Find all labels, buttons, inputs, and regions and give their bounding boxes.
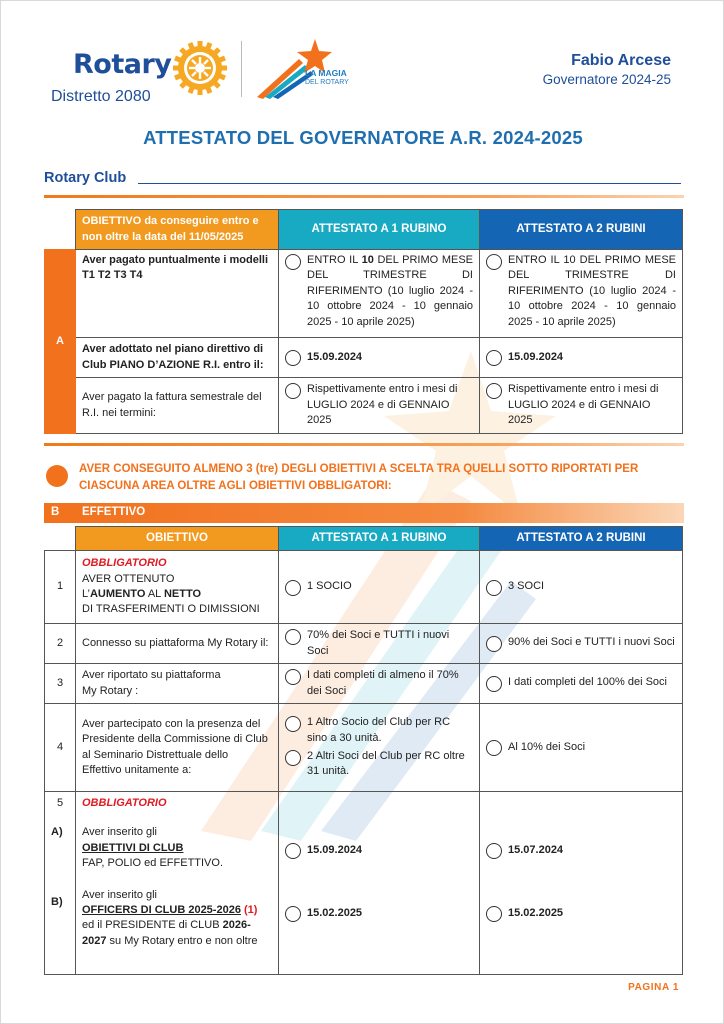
- header-objective: OBIETTIVO da conseguire entro e non oltre la data del 11/05/2025: [76, 210, 279, 250]
- objective-line: Aver riportato su piattaforma: [82, 669, 221, 682]
- section-a-table: [44, 209, 683, 434]
- row-number: 1: [45, 551, 76, 624]
- radio-circle-icon[interactable]: [486, 580, 502, 596]
- option-text: DEL PRIMO MESE DEL TRIMESTRE DI RIFERIMENTO (10 luglio 2024 - 10 ottobre 2024 - 10 gennaio 2025 - 10 aprile 2025): [307, 254, 473, 328]
- table-corner: [45, 210, 76, 250]
- objective-line: L’AUMENTO AL NETTO: [82, 588, 202, 600]
- objective-cell: Aver adottato nel piano direttivo di Club PIANO D’AZIONE R.I. entro il:: [76, 338, 279, 378]
- option-text: Al 10% dei Soci: [508, 740, 586, 753]
- option-text: 1 SOCIO: [307, 580, 352, 593]
- radio-circle-icon[interactable]: [285, 750, 301, 766]
- option-cell: [279, 664, 480, 704]
- section-b-name: EFFETTIVO: [82, 506, 146, 518]
- header-one-ruby: ATTESTATO A 1 RUBINO: [279, 210, 480, 250]
- option-bold-text: 10: [361, 254, 374, 266]
- radio-circle-icon[interactable]: [285, 383, 301, 399]
- radio-circle-icon[interactable]: [285, 629, 301, 645]
- page-title: ATTESTATO DEL GOVERNATORE A.R. 2024-2025: [143, 127, 583, 148]
- section-b-table: [44, 526, 683, 975]
- radio-circle-icon[interactable]: [486, 383, 502, 399]
- option-cell: [480, 792, 683, 975]
- table-corner: [45, 527, 76, 551]
- radio-circle-icon[interactable]: [285, 843, 301, 859]
- option-cell: [279, 792, 480, 975]
- objective-line: AVER OTTENUTO: [82, 572, 175, 585]
- option-cell: [279, 704, 480, 792]
- section-b-letter: B: [51, 506, 60, 518]
- option-text: 15.09.2024: [307, 843, 363, 856]
- option-text: 15.02.2025: [307, 906, 363, 919]
- objective-line: My Rotary :: [82, 684, 139, 697]
- option-text: 1 Altro Socio del Club per RC sino a 30 unità.: [307, 716, 451, 744]
- objective-cell: Connesso su piattaforma My Rotary il:: [76, 624, 279, 664]
- rotary-logo-text: Rotary: [73, 49, 172, 80]
- objective-line: Effettivo unitamente a:: [82, 763, 192, 776]
- objective-cell: [76, 664, 279, 704]
- objective-cell: Aver pagato la fattura semestrale del R.I. nei termini:: [76, 378, 279, 434]
- option-text: ENTRO IL: [307, 254, 362, 266]
- bullet-dot-icon: [46, 465, 68, 487]
- objective-cell: [76, 704, 279, 792]
- objective-line: ed il PRESIDENTE di CLUB 2026-2027 su My Rotary entro e non oltre: [82, 919, 258, 947]
- option-text: ENTRO IL 10 DEL PRIMO MESE DEL TRIMESTRE DI RIFERIMENTO (10 luglio 2024 - 10 ottobre 2024 - 10 gennaio 2025 - 10 aprile 2025): [508, 254, 676, 328]
- row-number: 2: [45, 624, 76, 664]
- option-text: I dati completi del 100% dei Soci: [508, 676, 667, 688]
- option-text: Rispettivamente entro i mesi di LUGLIO 2024 e di GENNAIO 2025: [307, 383, 458, 427]
- option-cell: [480, 624, 683, 664]
- objective-line: DI TRASFERIMENTI O DIMISSIONI: [82, 603, 260, 616]
- radio-circle-icon[interactable]: [486, 254, 502, 270]
- radio-circle-icon[interactable]: [285, 254, 301, 270]
- option-text: 15.02.2025: [508, 906, 564, 919]
- header-two-rubies: ATTESTATO A 2 RUBINI: [480, 527, 683, 551]
- option-cell: [279, 551, 480, 624]
- governor-name: Fabio Arcese: [571, 52, 671, 69]
- option-cell: [480, 378, 683, 434]
- magia-title: LA MAGIA: [305, 68, 347, 78]
- option-cell: [480, 704, 683, 792]
- page-number: PAGINA 1: [628, 982, 679, 993]
- option-text: 2 Altri Soci del Club per RC oltre 31 unità.: [307, 750, 465, 778]
- radio-circle-icon[interactable]: [285, 716, 301, 732]
- objective-cell: Aver pagato puntualmente i modelli T1 T2 T3 T4: [76, 250, 279, 338]
- club-label: Rotary Club: [44, 170, 127, 186]
- objective-line: FAP, POLIO ed EFFETTIVO.: [82, 857, 224, 870]
- objective-line: OFFICERS DI CLUB 2025-2026 (1): [82, 903, 258, 916]
- option-text: 70% dei Soci e TUTTI i nuovi Soci: [307, 629, 450, 657]
- objective-line: Aver inserito gli: [82, 888, 157, 901]
- option-cell: [279, 624, 480, 664]
- option-cell: [480, 551, 683, 624]
- header-objective: OBIETTIVO: [76, 527, 279, 551]
- radio-circle-icon[interactable]: [285, 580, 301, 596]
- radio-circle-icon[interactable]: [486, 676, 502, 692]
- radio-circle-icon[interactable]: [486, 350, 502, 366]
- objective-line: Aver partecipato con la presenza del Presidente della Commissione di Club al Seminario Distrettuale dello: [82, 717, 268, 761]
- header-one-ruby: ATTESTATO A 1 RUBINO: [279, 527, 480, 551]
- magia-subtitle: DEL ROTARY: [305, 79, 349, 86]
- header-two-rubies: ATTESTATO A 2 RUBINI: [480, 210, 683, 250]
- radio-circle-icon[interactable]: [285, 350, 301, 366]
- condition-text: AVER CONSEGUITO ALMENO 3 (tre) DEGLI OBIETTIVI A SCELTA TRA QUELLI SOTTO RIPORTATI PER CIASCUNA AREA OLTRE AGLI OBIETTIVI OBBLIGATORI:: [79, 463, 639, 492]
- objective-line: OBIETTIVI DI CLUB: [82, 841, 184, 854]
- option-cell: [480, 664, 683, 704]
- sub-label: A): [51, 826, 63, 839]
- option-cell: [279, 378, 480, 434]
- option-cell: [279, 338, 480, 378]
- radio-circle-icon[interactable]: [285, 906, 301, 922]
- row-number: 4: [45, 704, 76, 792]
- option-text: 3 SOCI: [508, 580, 545, 593]
- option-cell: [279, 250, 480, 338]
- objective-cell: [76, 792, 279, 975]
- district-label: Distretto 2080: [51, 88, 151, 105]
- row-number: 3: [45, 664, 76, 704]
- mandatory-label: OBBLIGATORIO: [82, 797, 167, 809]
- section-a-letter: A: [45, 250, 76, 434]
- radio-circle-icon[interactable]: [486, 740, 502, 756]
- row-number-cell: [45, 792, 76, 975]
- option-text: 15.09.2024: [508, 350, 564, 363]
- option-text: Rispettivamente entro i mesi di LUGLIO 2024 e di GENNAIO 2025: [508, 383, 659, 427]
- section-divider: [44, 195, 684, 198]
- section-b-bar: [44, 503, 684, 523]
- header-divider: [241, 41, 242, 97]
- club-name-field-line[interactable]: [138, 183, 681, 184]
- objective-line: Aver inserito gli: [82, 826, 157, 839]
- section-divider: [44, 443, 684, 446]
- option-text: 15.09.2024: [307, 350, 363, 363]
- row-number: 5: [56, 797, 64, 809]
- radio-circle-icon[interactable]: [285, 669, 301, 685]
- mandatory-label: OBBLIGATORIO: [82, 557, 167, 570]
- option-text: 90% dei Soci e TUTTI i nuovi Soci: [508, 636, 675, 648]
- rotary-wheel-icon: [171, 39, 229, 97]
- option-text: 15.07.2024: [508, 843, 564, 856]
- option-cell: [480, 338, 683, 378]
- radio-circle-icon[interactable]: [486, 636, 502, 652]
- objective-cell: [76, 551, 279, 624]
- option-text: I dati completi di almeno il 70% dei Soci: [307, 669, 459, 697]
- radio-circle-icon[interactable]: [486, 843, 502, 859]
- radio-circle-icon[interactable]: [486, 906, 502, 922]
- governor-title: Governatore 2024-25: [542, 72, 671, 87]
- sub-label: B): [51, 895, 63, 908]
- option-cell: [480, 250, 683, 338]
